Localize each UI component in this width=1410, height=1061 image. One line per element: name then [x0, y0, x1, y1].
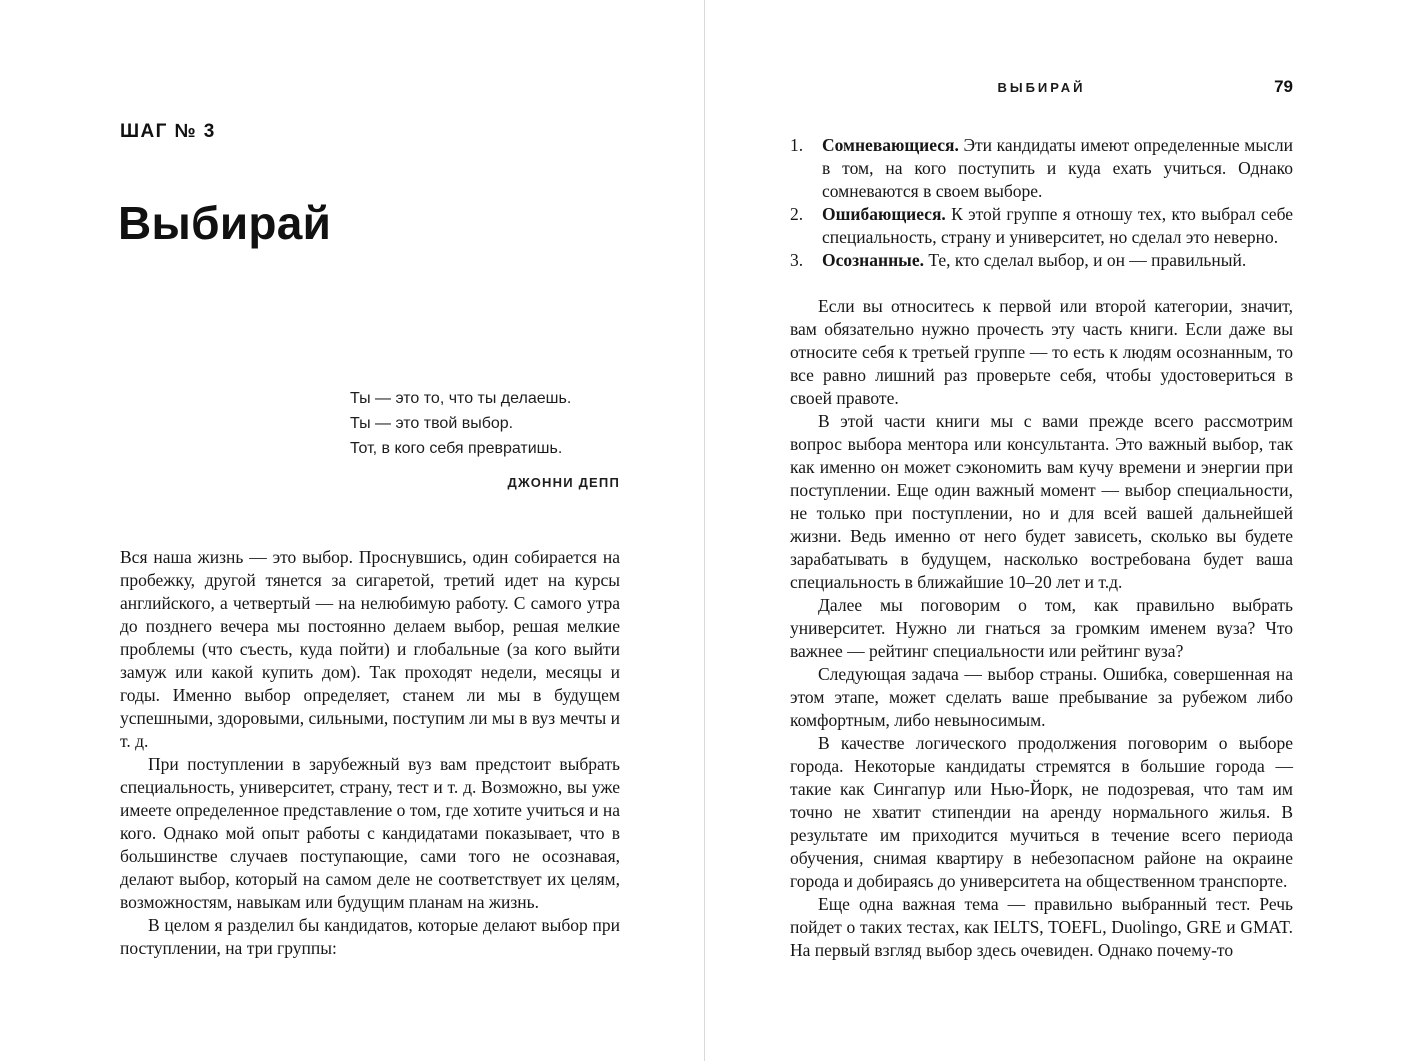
paragraph: В целом я разделил бы кандидатов, которые делают выбор при поступлении, на три группы: — [120, 915, 620, 958]
list-item-lead: Осознанные. — [822, 250, 924, 270]
epigraph-author: ДЖОННИ ДЕПП — [507, 475, 620, 490]
paragraph: Еще одна важная тема — правильно выбранный тест. Речь пойдет о таких тестах, как IELTS, TOEFL, Duolingo, GRE и GMAT. На первый взгляд выбор здесь очевиден. Однако почему-то — [790, 894, 1293, 960]
list-item-number: 3. — [790, 250, 804, 270]
paragraph: Если вы относитесь к первой или второй категории, значит, вам обязательно нужно прочесть эту часть книги. Если даже вы относите себя к третьей группе — то есть к людям осознанным, то все равно лишний раз проверьте себя, чтобы удостовериться в своей правоте. — [790, 296, 1293, 408]
list-item-text — [822, 203, 1293, 249]
list-item-body: К этой группе я отношу тех, кто выбрал себе специальность, страну и университет, но сделал это неверно. — [822, 204, 1294, 247]
paragraph: Далее мы поговорим о том, как правильно выбрать университет. Нужно ли гнаться за громким именем вуза? Что важнее — рейтинг специальности или рейтинг вуза? — [790, 595, 1293, 661]
paragraph: Вся наша жизнь — это выбор. Проснувшись, один собирается на пробежку, другой тянется за сигаретой, третий идет на курсы английского, а четвертый — на нелюбимую работу. С самого утра до позднего вечера мы постоянно делаем выбор, решая мелкие проблемы (что съесть, куда пойти) и глобальные (за кого выйти замуж или какой купить дом). Так проходят недели, месяцы и годы. Именно выбор определяет, станем ли мы в будущем успешными, здоровыми, сильными, поступим ли мы в вуз мечты и т. д. — [120, 547, 620, 751]
epigraph-line: Ты — это твой выбор. — [350, 415, 514, 432]
list-item-lead: Ошибающиеся. — [822, 204, 946, 224]
epigraph — [350, 386, 620, 495]
list-item-body: Эти кандидаты имеют определенные мысли в том, на кого поступить и куда ехать учиться. Однако сомневаются в своем выборе. — [822, 135, 1293, 201]
list-item-lead: Сомневающиеся. — [822, 135, 959, 155]
list-item — [790, 249, 1293, 272]
right-page — [705, 0, 1410, 1061]
paragraph: Следующая задача — выбор страны. Ошибка, совершенная на этом этапе, может сделать ваше пребывание за рубежом либо комфортным, либо невыносимым. — [790, 664, 1293, 730]
paragraph: В качестве логического продолжения поговорим о выборе города. Некоторые кандидаты стремятся в большие города — такие как Сингапур или Нью-Йорк, не подозревая, что там им точно не хватит стипендии на аренду нормального жилья. В результате им приходится мучиться в течение всего периода обучения, снимая квартиру в небезопасном районе на окраине города и добираясь до университета на общественном транспорте. — [790, 733, 1293, 891]
paragraph: В этой части книги мы с вами прежде всего рассмотрим вопрос выбора ментора или консультанта. Это важный выбор, так как именно он может сэкономить вам кучу времени и энергии при поступлении. Еще один важный момент — выбор специальности, не только при поступлении, но и для всей вашей дальнейшей жизни. Ведь именно от него будет зависеть, сколько вы будете зарабатывать в будущем, насколько востребована будет ваша специальность в ближайшие 10–20 лет и т.д. — [790, 411, 1293, 592]
list-item-number: 2. — [790, 204, 804, 224]
list-item — [790, 134, 1293, 203]
paragraph: При поступлении в зарубежный вуз вам предстоит выбрать специальность, университет, страну, тест и т. д. Возможно, вы уже имеете определенное представление о том, где хотите учиться и на кого. Однако мой опыт работы с кандидатами показывает, что в большинстве случаев поступающие, сами того не осознавая, делают выбор, который на самом деле не соответствует их целям, возможностям, навыкам или будущим планам на жизнь. — [120, 754, 620, 912]
list-item-number: 1. — [790, 135, 804, 155]
list-item-text — [822, 134, 1293, 203]
left-body-text — [120, 546, 620, 960]
epigraph-line: Ты — это то, что ты делаешь. — [350, 390, 572, 407]
chapter-title: Выбирай — [118, 197, 332, 249]
candidate-groups-list — [790, 134, 1293, 272]
list-item-text — [822, 249, 1293, 272]
running-header: ВЫБИРАЙ — [997, 80, 1086, 95]
epigraph-line: Тот, в кого себя превратишь. — [350, 440, 563, 457]
page-number: 79 — [1274, 77, 1293, 96]
step-label: ШАГ № 3 — [120, 121, 216, 142]
right-body-text — [790, 134, 1293, 962]
list-item-body: Те, кто сделал выбор, и он — правильный. — [928, 250, 1247, 270]
list-item — [790, 203, 1293, 249]
